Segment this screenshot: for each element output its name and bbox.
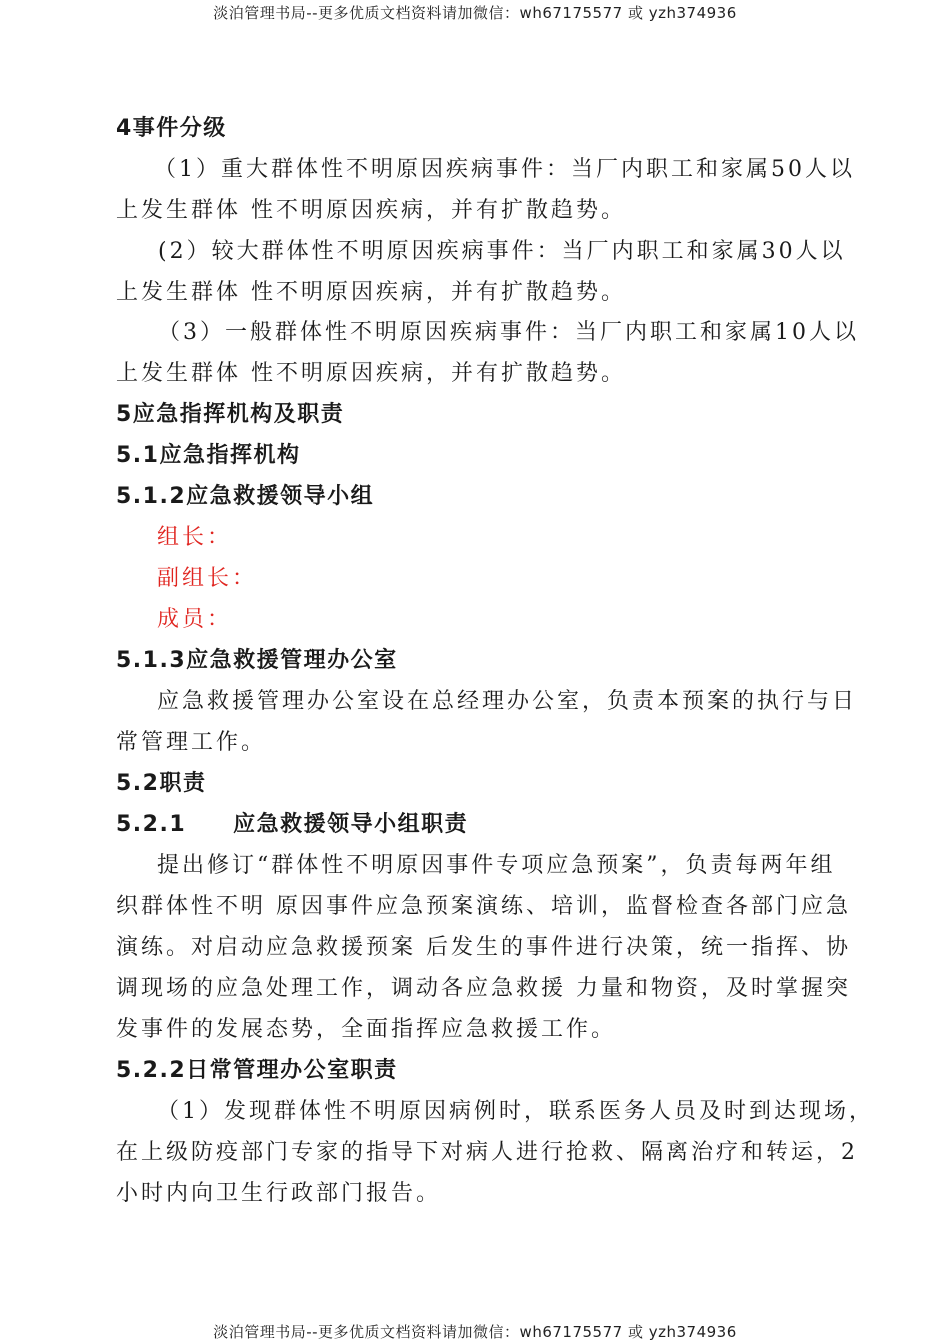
item-2-line-2: 上发生群体 性不明原因疾病，并有扩散趋势。: [116, 280, 626, 305]
deputy-leader-label: 副组长：: [157, 566, 258, 591]
page-header: 淡泊管理书局--更多优质文档资料请加微信：wh67175577 或 yzh374936: [213, 4, 737, 22]
members-label: 成员：: [157, 607, 233, 632]
duties-text-line-4: 调现场的应急处理工作，调动各应急救援 力量和物资，及时掌握突: [116, 976, 851, 1001]
item-1-line-2: 上发生群体 性不明原因疾病，并有扩散趋势。: [116, 198, 626, 223]
daily-office-text-line-1: （1）发现群体性不明原因病例时，联系医务人员及时到达现场，: [157, 1099, 874, 1124]
section-5-1-heading: 5.1应急指挥机构: [116, 443, 301, 468]
section-5-1-3-heading: 5.1.3应急救援管理办公室: [116, 648, 398, 673]
daily-office-text-line-2: 在上级防疫部门专家的指导下对病人进行抢救、隔离治疗和转运，2: [116, 1140, 858, 1165]
section-5-2-2-heading: 5.2.2日常管理办公室职责: [116, 1058, 398, 1083]
duties-text-line-2: 织群体性不明 原因事件应急预案演练、培训，监督检查各部门应急: [116, 894, 851, 919]
duties-text-line-5: 发事件的发展态势，全面指挥应急救援工作。: [116, 1017, 617, 1042]
office-text-line-2: 常管理工作。: [116, 730, 267, 755]
duties-text-line-1: 提出修订“群体性不明原因事件专项应急预案”，负责每两年组: [157, 853, 836, 878]
office-text-line-1: 应急救援管理办公室设在总经理办公室，负责本预案的执行与日: [157, 689, 858, 714]
section-5-2-heading: 5.2职责: [116, 771, 207, 796]
item-1-line-1: （1）重大群体性不明原因疾病事件：当厂内职工和家属50人以: [154, 157, 855, 182]
section-5-1-2-heading: 5.1.2应急救援领导小组: [116, 484, 375, 509]
item-3-line-1: （3）一般群体性不明原因疾病事件：当厂内职工和家属10人以: [158, 320, 859, 345]
duties-text-line-3: 演练。对启动应急救援预案 后发生的事件进行决策，统一指挥、协: [116, 935, 851, 960]
section-5-heading: 5应急指挥机构及职责: [116, 402, 345, 427]
leader-label: 组长：: [157, 525, 233, 550]
page-footer: 淡泊管理书局--更多优质文档资料请加微信：wh67175577 或 yzh374936: [213, 1323, 737, 1341]
item-3-line-2: 上发生群体 性不明原因疾病，并有扩散趋势。: [116, 361, 626, 386]
item-2-line-1: (2）较大群体性不明原因疾病事件：当厂内职工和家属30人以: [158, 239, 846, 264]
daily-office-text-line-3: 小时内向卫生行政部门报告。: [116, 1181, 442, 1206]
section-5-2-1-heading: 5.2.1 应急救援领导小组职责: [116, 812, 469, 837]
section-4-heading: 4事件分级: [116, 116, 227, 141]
